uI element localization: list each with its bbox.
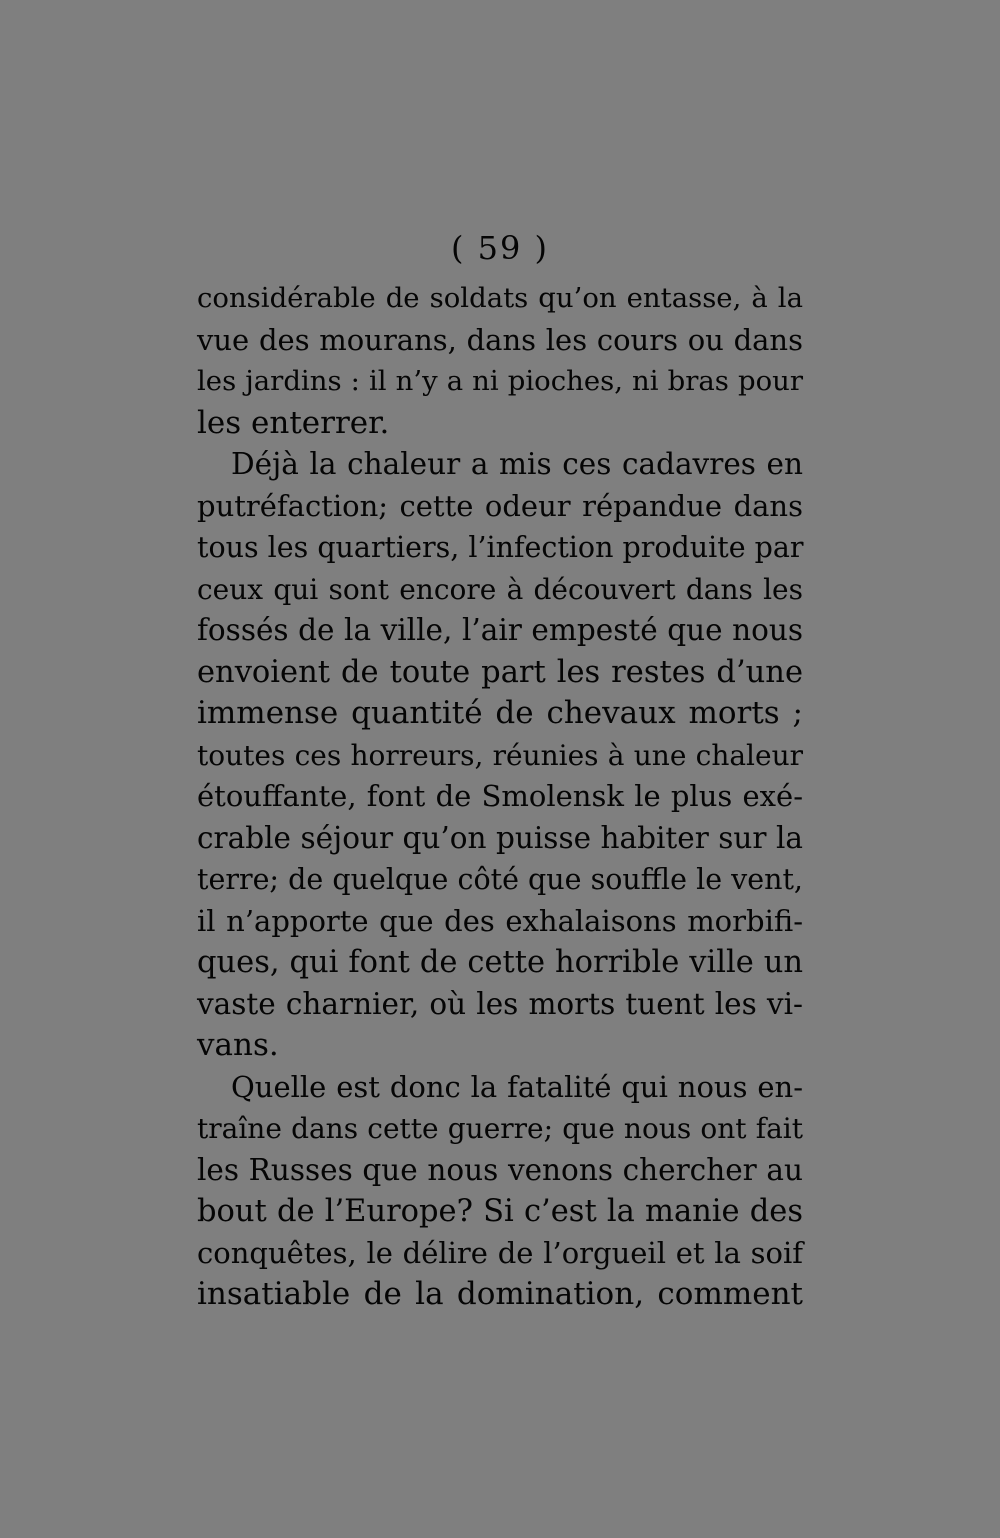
text-line: insatiable de la domination, comment: [197, 1276, 803, 1312]
text-line: vans.: [197, 1027, 279, 1063]
text-line: putréfaction; cette odeur répandue dans: [197, 488, 803, 523]
text-line: envoient de toute part les restes d’une: [197, 654, 803, 690]
text-line: conquêtes, le délire de l’orgueil et la soif: [197, 1235, 803, 1270]
text-line: crable séjour qu’on puisse habiter sur la: [197, 820, 803, 855]
text-line: fossés de la ville, l’air empesté que nous: [197, 613, 803, 647]
text-line: immense quantité de chevaux morts ;: [197, 695, 803, 731]
text-line: étouffante, font de Smolensk le plus exé-: [197, 779, 803, 813]
text-line: Quelle est donc la fatalité qui nous en-: [231, 1069, 803, 1104]
text-line: considérable de soldats qu’on entasse, à la: [197, 282, 803, 314]
text-line: traîne dans cette guerre; que nous ont fait: [197, 1112, 803, 1145]
text-line: les enterrer.: [197, 404, 390, 441]
text-line: ceux qui sont encore à découvert dans les: [197, 572, 803, 606]
page-number: ( 59 ): [450, 229, 550, 267]
text-line: vue des mourans, dans les cours ou dans: [197, 322, 803, 357]
text-line: les Russes que nous venons chercher au: [197, 1152, 803, 1187]
text-line: bout de l’Europe? Si c’est la manie des: [197, 1194, 803, 1229]
text-line: terre; de quelque côté que souffle le vent,: [197, 863, 803, 896]
text-line: toutes ces horreurs, réunies à une chaleur: [197, 738, 803, 772]
text-line: tous les quartiers, l’infection produite par: [197, 531, 804, 564]
text-line: Déjà la chaleur a mis ces cadavres en: [231, 447, 803, 481]
text-line: vaste charnier, où les morts tuent les vi-: [197, 986, 803, 1021]
text-line: il n’apporte que des exhalaisons morbifi-: [197, 903, 803, 938]
text-line: ques, qui font de cette horrible ville un: [197, 945, 803, 980]
text-line: les jardins : il n’y a ni pioches, ni bras pour: [197, 365, 803, 397]
body-text: [197, 278, 803, 1316]
